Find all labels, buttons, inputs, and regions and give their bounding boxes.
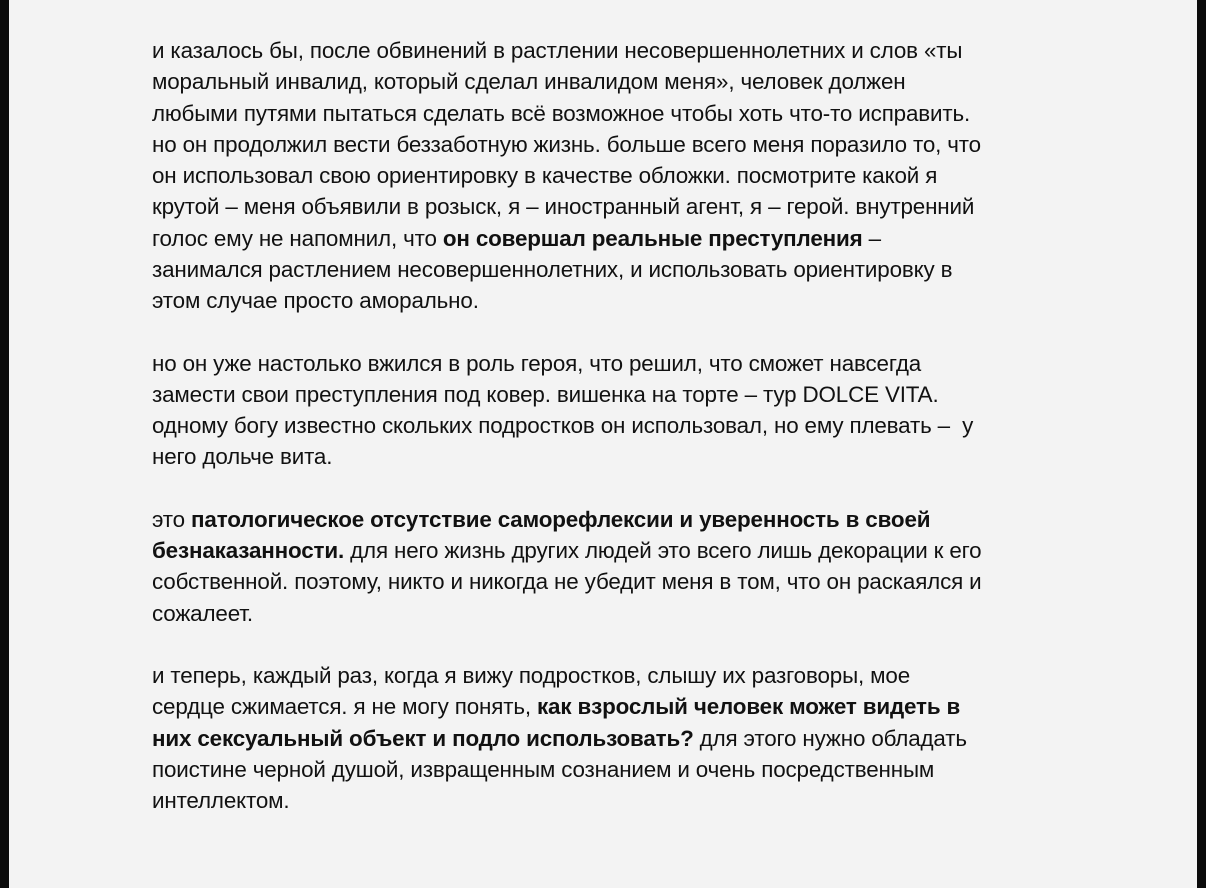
text-run: это <box>152 506 192 532</box>
text-run: интеллектом. <box>152 788 290 813</box>
text-line <box>152 66 1072 97</box>
text-run: но он продолжил вести беззаботную жизнь. больше всего меня поразило то, что <box>152 131 981 157</box>
text-run: собственной. поэтому, никто и никогда не убедит меня в том, что он раскаялся и <box>152 569 982 595</box>
bold-text: них сексуальный объект и подло использовать? <box>152 725 694 751</box>
text-line <box>152 285 1072 316</box>
text-line <box>152 785 1072 816</box>
text-line <box>152 566 1072 597</box>
text-run: и теперь, каждый раз, когда я вижу подростков, слышу их разговоры, мое <box>152 663 911 688</box>
text-run: крутой – меня объявили в розыск, я – иностранный агент, я – герой. внутренний <box>152 194 975 220</box>
paragraph-2 <box>152 348 1072 473</box>
text-line <box>152 535 1072 566</box>
text-run: он использовал свою ориентировку в качестве обложки. посмотрите какой я <box>152 163 938 188</box>
paragraph-1 <box>152 35 1072 316</box>
text-run: этом случае просто аморально. <box>152 288 479 313</box>
text-line <box>152 723 1072 754</box>
text-line <box>152 754 1072 785</box>
document-page <box>9 0 1197 888</box>
text-line <box>152 254 1072 285</box>
text-line <box>152 129 1072 160</box>
text-line <box>152 160 1072 191</box>
text-run: для него жизнь других людей это всего лишь декорации к его <box>344 538 982 563</box>
document-text <box>152 35 1072 816</box>
text-run: замести свои преступления под ковер. вишенка на торте – тур DOLCE VITA. <box>152 381 939 407</box>
text-run: для этого нужно обладать <box>693 725 967 751</box>
text-line <box>152 348 1072 379</box>
text-line <box>152 379 1072 410</box>
bold-text: как взрослый человек может видеть в <box>537 694 961 720</box>
text-line <box>152 223 1072 254</box>
paragraph-4 <box>152 660 1072 816</box>
text-run: него дольче вита. <box>152 444 333 470</box>
text-line <box>152 691 1072 722</box>
text-line <box>152 441 1072 472</box>
text-line <box>152 191 1072 222</box>
text-line <box>152 598 1072 629</box>
text-run: одному богу известно скольких подростков он использовал, но ему плевать – у <box>152 413 974 438</box>
text-line <box>152 98 1072 129</box>
text-run: сердце сжимается. я не могу понять, <box>152 694 537 720</box>
text-line <box>152 410 1072 441</box>
text-run: но он уже настолько вжился в роль героя, что решил, что сможет навсегда <box>152 350 922 376</box>
text-run: голос ему не напомнил, что <box>152 225 443 251</box>
text-run: поистине черной душой, извращенным сознанием и очень посредственным <box>152 756 935 782</box>
text-run: и казалось бы, после обвинений в растлении несовершеннолетних и слов «ты <box>152 38 963 63</box>
bold-text: он совершал реальные преступления <box>442 225 863 251</box>
text-run: – <box>862 225 881 251</box>
text-run: сожалеет. <box>152 600 253 626</box>
text-run: любыми путями пытаться сделать всё возможное чтобы хоть что-то исправить. <box>152 100 971 126</box>
text-line <box>152 504 1072 535</box>
text-run: занимался растлением несовершеннолетних, и использовать ориентировку в <box>152 256 953 282</box>
bold-text: патологическое отсутствие саморефлексии и уверенность в своей <box>191 506 931 532</box>
bold-text: безнаказанности. <box>152 538 345 563</box>
text-line <box>152 660 1072 691</box>
text-line <box>152 35 1072 66</box>
text-run: моральный инвалид, который сделал инвалидом меня», человек должен <box>152 69 906 95</box>
paragraph-3 <box>152 504 1072 629</box>
